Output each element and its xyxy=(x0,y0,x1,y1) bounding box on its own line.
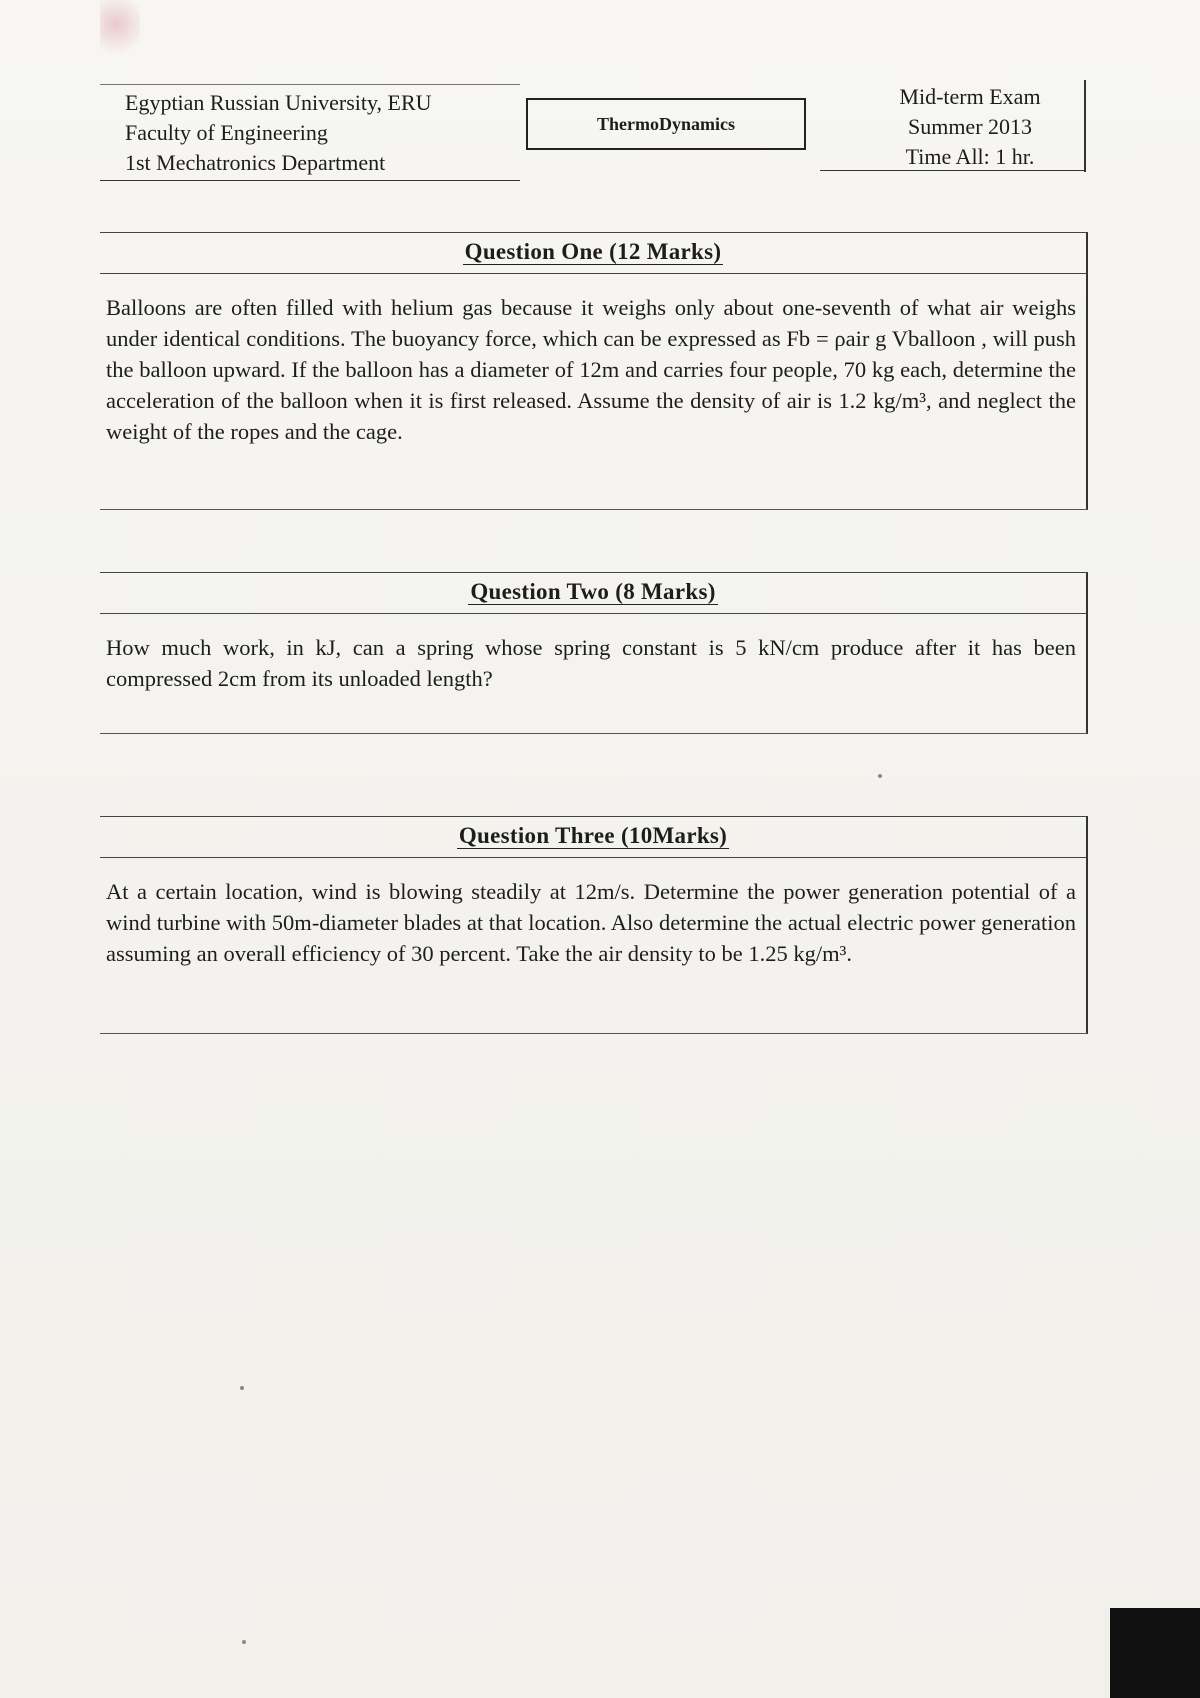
question-body xyxy=(100,274,1088,510)
question-one xyxy=(100,232,1088,510)
header-top-rule xyxy=(100,84,520,85)
question-title: Question Two (8 Marks) xyxy=(470,579,716,604)
exam-term: Summer 2013 xyxy=(907,114,1033,139)
scan-dot xyxy=(242,1640,246,1644)
question-header xyxy=(100,572,1088,614)
question-three xyxy=(100,816,1088,1034)
exam-duration: Time All: 1 hr. xyxy=(905,144,1035,169)
header-bottom-rule xyxy=(820,170,1085,171)
institution-block xyxy=(125,88,525,178)
question-title: Question Three (10Marks) xyxy=(458,823,728,848)
question-body xyxy=(100,858,1088,1034)
question-text: Balloons are often filled with helium gas because it weighs only about one-seventh of what air weighs under identical conditions. The buoyancy force, which can be expressed as Fb = ρair g Vballoon , will push the balloon upward. If the balloon has a diameter of 12m and carries four people, 70 kg each, determine the acceleration of the balloon when it is first released. Assume the density of air is 1.2 kg/m³, and neglect the weight of the ropes and the cage. xyxy=(106,295,1076,444)
question-header xyxy=(100,816,1088,858)
question-body xyxy=(100,614,1088,734)
scan-dot xyxy=(240,1386,244,1390)
question-title: Question One (12 Marks) xyxy=(464,239,722,264)
question-two xyxy=(100,572,1088,734)
scan-dot xyxy=(878,774,882,778)
header-right-rule xyxy=(1084,80,1086,172)
exam-type: Mid-term Exam xyxy=(899,84,1041,109)
subject-title: ThermoDynamics xyxy=(597,113,735,134)
subject-box xyxy=(526,98,806,150)
question-header xyxy=(100,232,1088,274)
scan-edge-shadow xyxy=(1110,1608,1200,1698)
question-text: At a certain location, wind is blowing steadily at 12m/s. Determine the power generation potential of a wind turbine with 50m-diameter blades at that location. Also determine the actual electric power generation assuming an overall efficiency of 30 percent. Take the air density to be 1.25 kg/m³. xyxy=(106,879,1076,966)
header-left-rule xyxy=(100,180,520,181)
scan-smudge xyxy=(100,0,140,60)
department-name: 1st Mechatronics Department xyxy=(125,150,386,175)
university-name: Egyptian Russian University, ERU xyxy=(125,90,432,115)
exam-info-block xyxy=(860,82,1080,172)
question-text: How much work, in kJ, can a spring whose spring constant is 5 kN/cm produce after it has been compressed 2cm from its unloaded length? xyxy=(106,635,1076,691)
faculty-name: Faculty of Engineering xyxy=(125,120,328,145)
